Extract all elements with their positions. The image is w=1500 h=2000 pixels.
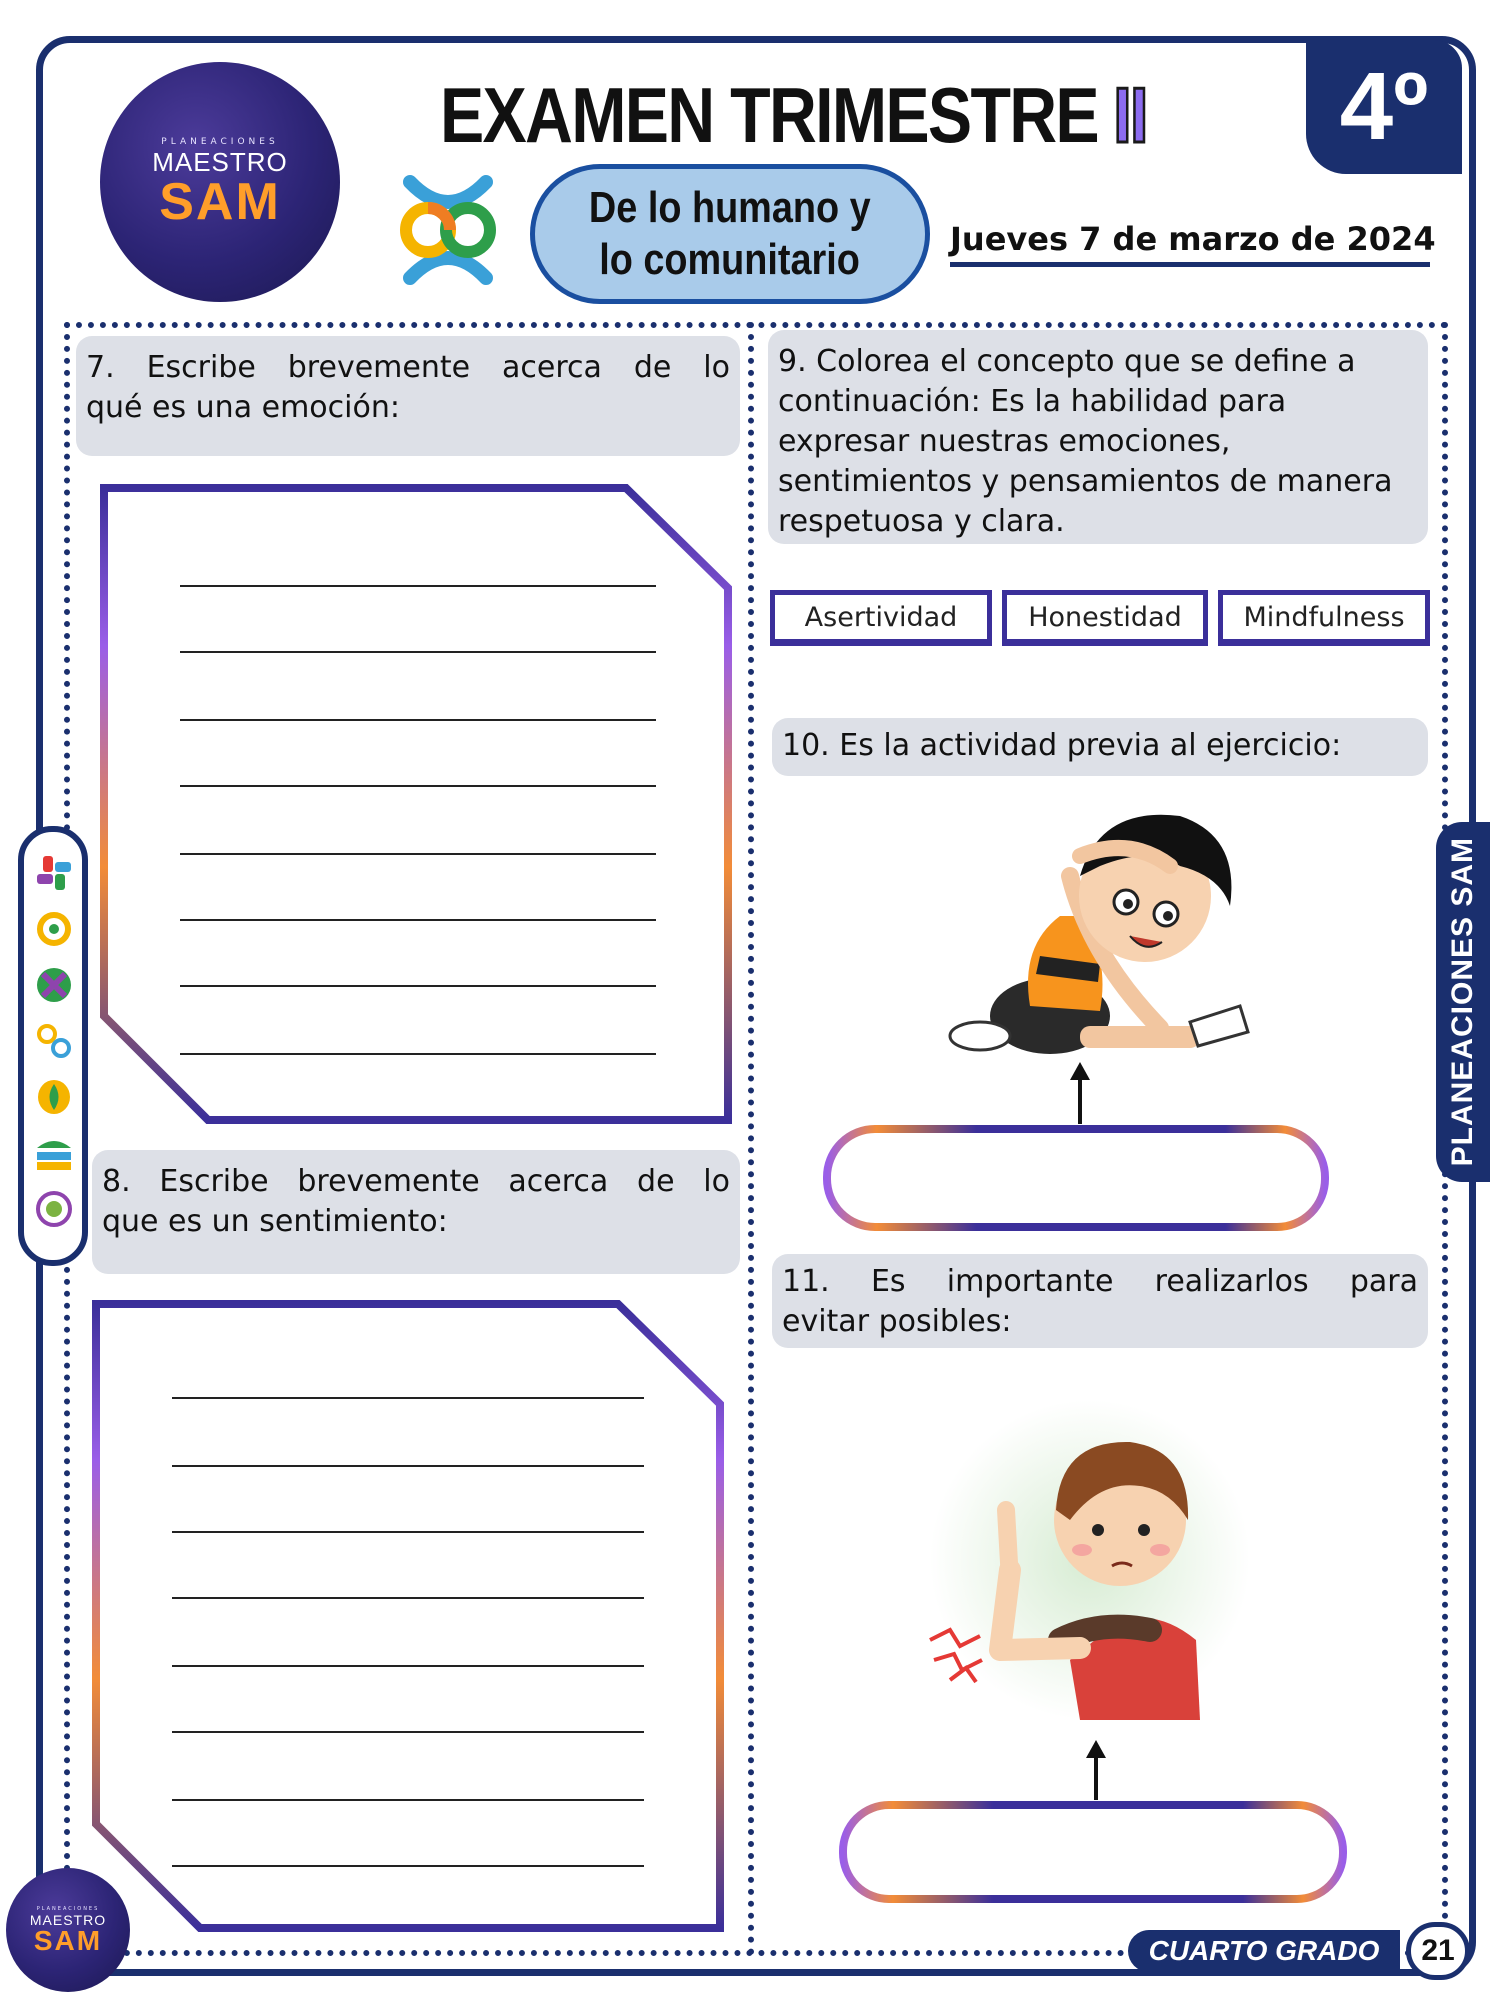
- exam-title: EXAMEN TRIMESTRE II: [440, 71, 1147, 159]
- trimester-number: II: [1113, 71, 1147, 159]
- option-asertividad[interactable]: Asertividad: [770, 590, 992, 646]
- question-7: 7. Escribe brevemente acerca de lo qué es una emoción:: [76, 336, 740, 456]
- lenguajes-icon: [35, 854, 73, 892]
- vida-saludable-icon: [35, 1078, 73, 1116]
- etica-icon: [35, 966, 73, 1004]
- column-divider: [748, 322, 754, 1956]
- question-9: 9. Colorea el concepto que se define a continuación: Es la habilidad para expresar nuestras emociones, sentimientos y pensamientos de manera respetuosa y clara.: [768, 330, 1428, 544]
- exam-date: Jueves 7 de marzo de 2024: [950, 220, 1430, 267]
- boy-stretching-illustration: [930, 796, 1280, 1086]
- lectura-icon: [35, 1134, 73, 1172]
- option-honestidad[interactable]: Honestidad: [1002, 590, 1208, 646]
- answer-box-q8[interactable]: [88, 1296, 728, 1936]
- question-8: 8. Escribe brevemente acerca de lo que es un sentimiento:: [92, 1150, 740, 1274]
- arrow-q10: [1078, 1076, 1082, 1128]
- page-number: 21: [1406, 1922, 1470, 1980]
- maestro-sam-logo: PLANEACIONES MAESTRO SAM: [100, 62, 340, 302]
- ambiente-icon: [35, 1190, 73, 1228]
- saberes-icon: [35, 910, 73, 948]
- answer-box-q7[interactable]: [96, 480, 736, 1128]
- campo-formativo-label: De lo humano y lo comunitario: [530, 164, 930, 304]
- question-10: 10. Es la actividad previa al ejercicio:: [772, 718, 1428, 776]
- grade-tab: 4º: [1306, 40, 1462, 174]
- arrow-q11: [1094, 1754, 1098, 1804]
- campo-formativo-icon: [390, 172, 506, 288]
- humano-comunitario-icon: [35, 1022, 73, 1060]
- answer-pill-q11[interactable]: [838, 1800, 1348, 1904]
- grade-footer-label: CUARTO GRADO: [1128, 1930, 1400, 1972]
- question-11: 11. Es importante realizarlos para evitar posibles:: [772, 1254, 1428, 1348]
- option-mindfulness[interactable]: Mindfulness: [1218, 590, 1430, 646]
- planeaciones-side-tab: PLANEACIONES SAM: [1436, 822, 1490, 1182]
- answer-pill-q10[interactable]: [822, 1124, 1330, 1232]
- campos-formativos-strip: [18, 826, 88, 1266]
- boy-elbow-pain-illustration: [920, 1390, 1250, 1730]
- maestro-sam-footer-logo: PLANEACIONES MAESTRO SAM: [6, 1868, 130, 1992]
